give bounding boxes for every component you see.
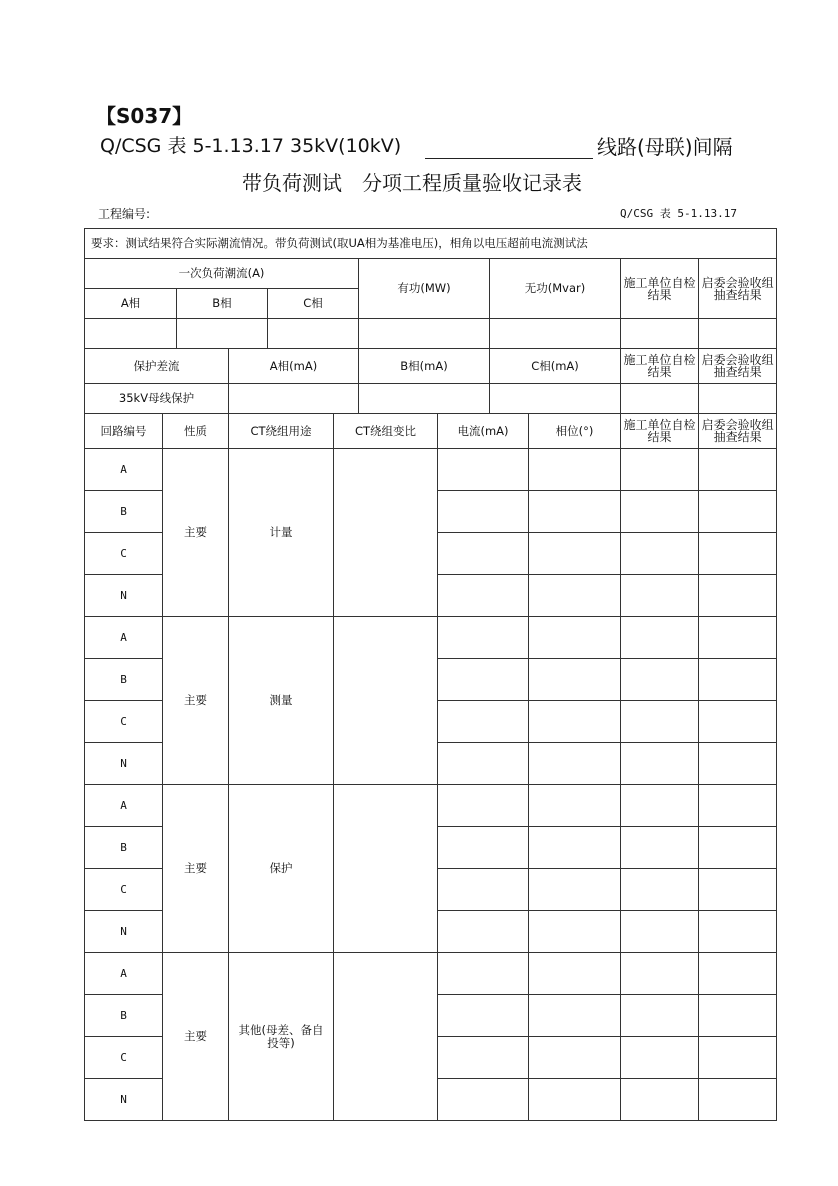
self-check-result-cell[interactable]: [621, 827, 699, 869]
loop-no: B: [85, 995, 163, 1037]
loop-row: [85, 617, 777, 659]
acceptance-record-table: [84, 228, 777, 1121]
diff-a-cell[interactable]: [229, 384, 359, 414]
nature-cell: 主要: [163, 449, 229, 617]
loop-no: C: [85, 1037, 163, 1079]
self-check-result-cell[interactable]: [621, 449, 699, 491]
phase-angle-cell[interactable]: [529, 995, 621, 1037]
committee-check-result-cell[interactable]: [699, 953, 777, 995]
self-check-result-cell[interactable]: [621, 533, 699, 575]
self-check-result-cell[interactable]: [621, 911, 699, 953]
load-flow-header: 一次负荷潮流(A): [85, 259, 359, 289]
diff-a-header: A相(mA): [229, 349, 359, 384]
loop-no: C: [85, 701, 163, 743]
reactive-power-header: 无功(Mvar): [490, 259, 621, 319]
committee-check-result-cell[interactable]: [699, 1079, 777, 1121]
requirement-text: 要求：测试结果符合实际潮流情况。带负荷测试(取UA相为基准电压)，相角以电压超前电流测试法: [85, 229, 777, 259]
loop-no: B: [85, 659, 163, 701]
committee-check-result-cell[interactable]: [699, 911, 777, 953]
phase-angle-header: 相位(°): [529, 414, 621, 449]
diff-c-header: C相(mA): [490, 349, 621, 384]
self-check-result-cell[interactable]: [621, 1079, 699, 1121]
ct-ratio-header: CT绕组变比: [334, 414, 438, 449]
current-cell[interactable]: [438, 827, 529, 869]
committee-check-result-cell[interactable]: [699, 575, 777, 617]
current-cell[interactable]: [438, 617, 529, 659]
phase-angle-cell[interactable]: [529, 911, 621, 953]
self-check-result-cell[interactable]: [621, 701, 699, 743]
committee-check-result-cell[interactable]: [699, 785, 777, 827]
committee-check-result-cell[interactable]: [699, 449, 777, 491]
phase-angle-cell[interactable]: [529, 869, 621, 911]
loop-row: [85, 785, 777, 827]
self-check-result-cell[interactable]: [621, 785, 699, 827]
current-cell[interactable]: [438, 743, 529, 785]
loop-no: C: [85, 869, 163, 911]
phase-b-cell[interactable]: [177, 319, 268, 349]
phase-a-header: A相: [85, 289, 177, 319]
current-cell[interactable]: [438, 449, 529, 491]
self-check-result-cell[interactable]: [621, 575, 699, 617]
current-cell[interactable]: [438, 659, 529, 701]
self-check-result-cell[interactable]: [621, 1037, 699, 1079]
form-code: Q/CSG 表 5-1.13.17: [620, 207, 737, 220]
diff-self-check-cell[interactable]: [621, 384, 699, 414]
diff-committee-check-cell[interactable]: [699, 384, 777, 414]
project-number-label: 工程编号:: [98, 207, 151, 221]
phase-angle-cell[interactable]: [529, 701, 621, 743]
phase-angle-cell[interactable]: [529, 659, 621, 701]
diff-current-header: 保护差流: [85, 349, 229, 384]
committee-check-header: 启委会验收组抽查结果: [699, 259, 777, 319]
ct-ratio-cell[interactable]: [334, 953, 438, 1121]
current-cell[interactable]: [438, 491, 529, 533]
loop-no: C: [85, 533, 163, 575]
phase-c-header: C相: [268, 289, 359, 319]
self-check-result-cell[interactable]: [621, 617, 699, 659]
current-cell[interactable]: [438, 995, 529, 1037]
phase-angle-cell[interactable]: [529, 827, 621, 869]
phase-angle-cell[interactable]: [529, 953, 621, 995]
phase-angle-cell[interactable]: [529, 575, 621, 617]
self-check-cell[interactable]: [621, 319, 699, 349]
ct-use-cell: 计量: [229, 449, 334, 617]
committee-check-result-cell[interactable]: [699, 491, 777, 533]
nature-cell: 主要: [163, 617, 229, 785]
committee-check-result-cell[interactable]: [699, 995, 777, 1037]
nature-cell: 主要: [163, 953, 229, 1121]
committee-check-result-cell[interactable]: [699, 743, 777, 785]
active-power-header: 有功(MW): [359, 259, 490, 319]
ct-ratio-cell[interactable]: [334, 785, 438, 953]
self-check-result-cell[interactable]: [621, 491, 699, 533]
loop-no: A: [85, 449, 163, 491]
committee-check-result-cell[interactable]: [699, 533, 777, 575]
current-cell[interactable]: [438, 869, 529, 911]
committee-check-result-cell[interactable]: [699, 1037, 777, 1079]
self-check-result-cell[interactable]: [621, 659, 699, 701]
ct-use-cell: 测量: [229, 617, 334, 785]
current-cell[interactable]: [438, 911, 529, 953]
self-check-result-cell[interactable]: [621, 869, 699, 911]
phase-angle-cell[interactable]: [529, 1079, 621, 1121]
ct-use-cell: 保护: [229, 785, 334, 953]
self-check-result-cell[interactable]: [621, 995, 699, 1037]
committee-check-result-cell[interactable]: [699, 869, 777, 911]
phase-c-cell[interactable]: [268, 319, 359, 349]
diff-committee-check-header: 启委会验收组抽查结果: [699, 349, 777, 384]
loop-no: N: [85, 911, 163, 953]
bus-protection-label: 35kV母线保护: [85, 384, 229, 414]
phase-angle-cell[interactable]: [529, 785, 621, 827]
phase-angle-cell[interactable]: [529, 533, 621, 575]
loop-row: [85, 953, 777, 995]
loop-no: A: [85, 617, 163, 659]
loop-no: A: [85, 953, 163, 995]
current-cell[interactable]: [438, 1079, 529, 1121]
current-cell[interactable]: [438, 953, 529, 995]
loop-no: N: [85, 743, 163, 785]
phase-angle-cell[interactable]: [529, 617, 621, 659]
phase-b-header: B相: [177, 289, 268, 319]
current-cell[interactable]: [438, 701, 529, 743]
diff-b-header: B相(mA): [359, 349, 490, 384]
nature-cell: 主要: [163, 785, 229, 953]
current-cell[interactable]: [438, 785, 529, 827]
col-committee-check-header: 启委会验收组抽查结果: [699, 414, 777, 449]
ct-use-cell: 其他(母差、备自投等): [229, 953, 334, 1121]
committee-check-result-cell[interactable]: [699, 827, 777, 869]
reactive-power-cell[interactable]: [490, 319, 621, 349]
diff-b-cell[interactable]: [359, 384, 490, 414]
nature-header: 性质: [163, 414, 229, 449]
current-cell[interactable]: [438, 575, 529, 617]
committee-check-result-cell[interactable]: [699, 659, 777, 701]
loop-no: N: [85, 1079, 163, 1121]
loop-no: B: [85, 491, 163, 533]
title-line1-suffix: 线路(母联)间隔: [597, 135, 733, 159]
loop-no: B: [85, 827, 163, 869]
committee-check-result-cell[interactable]: [699, 701, 777, 743]
title-line1-prefix: Q/CSG 表 5-1.13.17 35kV(10kV): [100, 135, 402, 157]
ct-ratio-cell[interactable]: [334, 617, 438, 785]
loop-no: A: [85, 785, 163, 827]
active-power-cell[interactable]: [359, 319, 490, 349]
self-check-header: 施工单位自检结果: [621, 259, 699, 319]
committee-check-result-cell[interactable]: [699, 617, 777, 659]
phase-a-cell[interactable]: [85, 319, 177, 349]
loop-row: [85, 449, 777, 491]
diff-self-check-header: 施工单位自检结果: [621, 349, 699, 384]
ct-ratio-cell[interactable]: [334, 449, 438, 617]
phase-angle-cell[interactable]: [529, 743, 621, 785]
ct-use-header: CT绕组用途: [229, 414, 334, 449]
current-cell[interactable]: [438, 1037, 529, 1079]
line-name-blank[interactable]: [425, 158, 593, 159]
phase-angle-cell[interactable]: [529, 1037, 621, 1079]
phase-angle-cell[interactable]: [529, 491, 621, 533]
committee-check-cell[interactable]: [699, 319, 777, 349]
self-check-result-cell[interactable]: [621, 743, 699, 785]
diff-c-cell[interactable]: [490, 384, 621, 414]
phase-angle-cell[interactable]: [529, 449, 621, 491]
current-cell[interactable]: [438, 533, 529, 575]
loop-no-header: 回路编号: [85, 414, 163, 449]
loop-no: N: [85, 575, 163, 617]
current-header: 电流(mA): [438, 414, 529, 449]
title-line2: 带负荷测试 分项工程质量验收记录表: [242, 171, 582, 195]
col-self-check-header: 施工单位自检结果: [621, 414, 699, 449]
form-number: 【S037】: [96, 104, 193, 128]
self-check-result-cell[interactable]: [621, 953, 699, 995]
